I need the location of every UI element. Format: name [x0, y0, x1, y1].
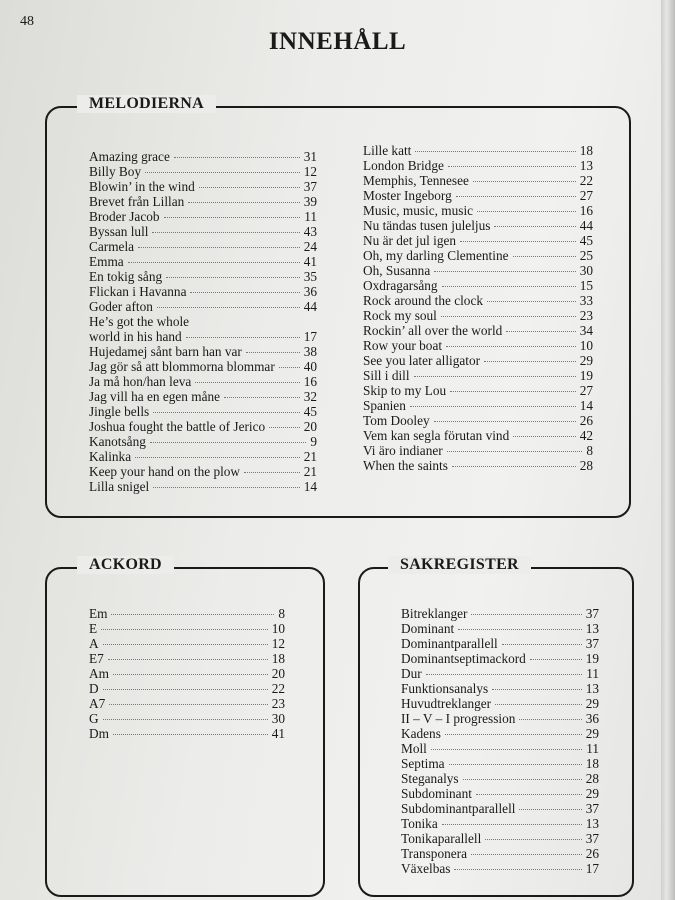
toc-entry-title: Vi äro indianer [363, 443, 443, 458]
toc-entry-title: Flickan i Havanna [89, 284, 187, 299]
dot-leader [442, 286, 576, 287]
dot-leader [111, 614, 274, 615]
toc-entry [89, 681, 285, 696]
sakregister-section [358, 556, 634, 897]
toc-entry [89, 209, 317, 224]
toc-entry [401, 696, 599, 711]
toc-entry-page: 13 [585, 621, 599, 636]
toc-entry [89, 636, 285, 651]
toc-entry-page: 22 [271, 681, 285, 696]
toc-entry-title: Carmela [89, 239, 135, 254]
toc-entry-title: Nu är det jul igen [363, 233, 457, 248]
toc-entry [363, 143, 593, 158]
dot-leader [145, 172, 300, 173]
toc-entry-page: 13 [579, 158, 593, 173]
toc-entry-page: 37 [585, 831, 599, 846]
toc-entry [89, 374, 317, 389]
toc-entry-title: Växelbas [401, 861, 451, 876]
toc-entry [363, 458, 593, 473]
toc-entry-title: Dominant [401, 621, 455, 636]
dot-leader [113, 674, 268, 675]
toc-entry-page: 16 [579, 203, 593, 218]
toc-entry-title: Lilla snigel [89, 479, 150, 494]
toc-entry [363, 383, 593, 398]
toc-entry [89, 299, 317, 314]
toc-entry-title: Nu tändas tusen juleljus [363, 218, 491, 233]
toc-entry-title: Jingle bells [89, 404, 150, 419]
toc-entry-title: Rock my soul [363, 308, 437, 323]
toc-entry [89, 479, 317, 494]
toc-entry-page: 13 [585, 816, 599, 831]
toc-entry-title: Em [89, 606, 108, 621]
toc-entry-title: world in his hand [89, 329, 182, 344]
toc-entry-page: 28 [579, 458, 593, 473]
toc-entry-title: Ja må hon/han leva [89, 374, 192, 389]
toc-entry-title: Subdominantparallell [401, 801, 516, 816]
toc-entry [363, 218, 593, 233]
dot-leader [135, 457, 300, 458]
toc-entry [401, 816, 599, 831]
toc-entry [89, 434, 317, 449]
toc-entry [89, 194, 317, 209]
dot-leader [513, 256, 576, 257]
toc-entry [363, 323, 593, 338]
toc-entry-title: Hujedamej sånt barn han var [89, 344, 242, 359]
toc-entry-page: 34 [579, 323, 593, 338]
toc-entry-title: Spanien [363, 398, 406, 413]
toc-entry-title: Amazing grace [89, 149, 170, 164]
toc-entry [363, 158, 593, 173]
dot-leader [434, 421, 576, 422]
toc-entry-title: Music, music, music [363, 203, 474, 218]
toc-entry-page: 29 [585, 786, 599, 801]
toc-entry [89, 329, 317, 344]
dot-leader [494, 226, 575, 227]
toc-entry-page: 30 [579, 263, 593, 278]
toc-entry-title: E7 [89, 651, 104, 666]
dot-leader [153, 412, 300, 413]
dot-leader [410, 406, 576, 407]
toc-entry [363, 293, 593, 308]
dot-leader [506, 331, 575, 332]
toc-entry-title: Rock around the clock [363, 293, 484, 308]
toc-entry-page: 43 [303, 224, 317, 239]
toc-entry-title: Billy Boy [89, 164, 142, 179]
toc-entry [89, 449, 317, 464]
dot-leader [473, 181, 576, 182]
toc-entry [363, 203, 593, 218]
toc-entry-page: 36 [303, 284, 317, 299]
dot-leader [128, 262, 300, 263]
toc-entry-page: 28 [585, 771, 599, 786]
toc-entry [401, 651, 599, 666]
toc-entry [363, 233, 593, 248]
ackord-column [89, 606, 285, 741]
toc-entry-page: 23 [271, 696, 285, 711]
toc-entry-page: 22 [579, 173, 593, 188]
dot-leader [186, 337, 300, 338]
dot-leader [157, 307, 300, 308]
dot-leader [279, 367, 300, 368]
toc-entry-title: Rockin’ all over the world [363, 323, 503, 338]
toc-entry-page: 16 [303, 374, 317, 389]
toc-entry [401, 801, 599, 816]
dot-leader [454, 869, 581, 870]
toc-entry [89, 284, 317, 299]
toc-entry-page: 17 [303, 329, 317, 344]
toc-entry-page: 39 [303, 194, 317, 209]
toc-entry-page: 37 [585, 636, 599, 651]
toc-entry-title: Vem kan segla förutan vind [363, 428, 510, 443]
toc-entry [401, 666, 599, 681]
toc-entry [89, 179, 317, 194]
toc-entry [89, 606, 285, 621]
toc-entry-page: 30 [271, 711, 285, 726]
toc-entry-page: 10 [579, 338, 593, 353]
toc-entry [363, 428, 593, 443]
toc-entry-page: 32 [303, 389, 317, 404]
toc-entry-page: 19 [585, 651, 599, 666]
page-title: INNEHÅLL [268, 28, 407, 55]
toc-entry-page: 11 [586, 741, 599, 756]
toc-entry-page: 12 [271, 636, 285, 651]
toc-entry [89, 389, 317, 404]
dot-leader [195, 382, 299, 383]
toc-entry-page: 26 [585, 846, 599, 861]
toc-entry-title: Jag gör så att blommorna blommar [89, 359, 275, 374]
toc-entry [401, 861, 599, 876]
toc-entry-title: Emma [89, 254, 124, 269]
dot-leader [138, 247, 300, 248]
toc-entry-title: London Bridge [363, 158, 444, 173]
toc-entry-title: Oh, Susanna [363, 263, 431, 278]
toc-entry-page: 29 [585, 726, 599, 741]
toc-entry [89, 696, 285, 711]
toc-entry-page: 42 [579, 428, 593, 443]
dot-leader [199, 187, 300, 188]
melodierna-section [45, 95, 631, 518]
toc-entry-title: See you later alligator [363, 353, 481, 368]
dot-leader [446, 346, 576, 347]
toc-entry [363, 248, 593, 263]
toc-entry-title: Broder Jacob [89, 209, 160, 224]
toc-entry [401, 606, 599, 621]
toc-entry-page: 27 [579, 383, 593, 398]
toc-entry [363, 173, 593, 188]
dot-leader [426, 674, 583, 675]
toc-entry-page: 45 [303, 404, 317, 419]
dot-leader [434, 271, 575, 272]
toc-entry-title: Byssan lull [89, 224, 149, 239]
dot-leader [447, 451, 583, 452]
dot-leader [103, 719, 268, 720]
toc-entry-title: Transponera [401, 846, 467, 861]
toc-entry-page: 37 [585, 606, 599, 621]
toc-entry-title: Blowin’ in the wind [89, 179, 195, 194]
toc-entry-title: Tom Dooley [363, 413, 430, 428]
toc-entry-page: 24 [303, 239, 317, 254]
toc-entry-page: 10 [271, 621, 285, 636]
toc-entry [89, 464, 317, 479]
toc-entry-page: 18 [585, 756, 599, 771]
toc-entry-page: 14 [303, 479, 317, 494]
sakregister-column [401, 606, 599, 876]
dot-leader [108, 659, 268, 660]
toc-entry-title: D [89, 681, 99, 696]
ackord-heading: ACKORD [77, 556, 174, 574]
dot-leader [519, 719, 581, 720]
dot-leader [456, 196, 576, 197]
dot-leader [190, 292, 299, 293]
dot-leader [519, 809, 581, 810]
dot-leader [502, 644, 582, 645]
dot-leader [109, 704, 267, 705]
dot-leader [530, 659, 582, 660]
toc-entry-title: Moster Ingeborg [363, 188, 452, 203]
sakregister-heading: SAKREGISTER [388, 556, 531, 574]
toc-entry-title: Sill i dill [363, 368, 410, 383]
toc-entry [363, 263, 593, 278]
dot-leader [448, 166, 576, 167]
dot-leader [414, 376, 576, 377]
toc-entry-title: En tokig sång [89, 269, 163, 284]
toc-entry [89, 621, 285, 636]
dot-leader [153, 487, 300, 488]
toc-entry-title: Subdominant [401, 786, 472, 801]
toc-entry [89, 359, 317, 374]
toc-entry [363, 338, 593, 353]
toc-entry-page: 37 [303, 179, 317, 194]
toc-entry-title: Septima [401, 756, 445, 771]
dot-leader [471, 854, 582, 855]
toc-entry [401, 771, 599, 786]
toc-entry [363, 368, 593, 383]
dot-leader [460, 241, 576, 242]
toc-entry-page: 41 [303, 254, 317, 269]
toc-entry [363, 413, 593, 428]
toc-entry [89, 404, 317, 419]
dot-leader [487, 301, 576, 302]
dot-leader [166, 277, 300, 278]
toc-entry-title: Tonika [401, 816, 438, 831]
toc-entry-page: 18 [271, 651, 285, 666]
toc-entry-page: 33 [579, 293, 593, 308]
toc-entry-title: E [89, 621, 98, 636]
toc-entry-page: 44 [303, 299, 317, 314]
toc-entry-page: 35 [303, 269, 317, 284]
toc-entry-page: 9 [310, 434, 317, 449]
dot-leader [113, 734, 268, 735]
toc-entry [401, 741, 599, 756]
toc-entry-page: 13 [585, 681, 599, 696]
toc-entry-title: Skip to my Lou [363, 383, 447, 398]
toc-entry-title: Dominantparallell [401, 636, 498, 651]
toc-entry-title: II – V – I progression [401, 711, 516, 726]
toc-entry-title: Kadens [401, 726, 441, 741]
toc-entry-title: Memphis, Tennesee [363, 173, 469, 188]
toc-entry-title: Keep your hand on the plow [89, 464, 241, 479]
dot-leader [269, 427, 300, 428]
toc-entry-page: 19 [579, 368, 593, 383]
toc-entry-title: Dm [89, 726, 109, 741]
dot-leader [431, 749, 582, 750]
melodierna-heading: MELODIERNA [77, 95, 216, 113]
toc-entry-page: 37 [585, 801, 599, 816]
dot-leader [246, 352, 300, 353]
toc-entry-page: 25 [579, 248, 593, 263]
toc-entry [401, 756, 599, 771]
dot-leader [415, 151, 575, 152]
toc-entry-page: 31 [303, 149, 317, 164]
toc-entry-title: Bitreklanger [401, 606, 468, 621]
toc-entry-title: Tonikaparallell [401, 831, 482, 846]
toc-entry-page: 38 [303, 344, 317, 359]
toc-entry-page: 26 [579, 413, 593, 428]
dot-leader [174, 157, 300, 158]
toc-entry [89, 419, 317, 434]
toc-entry-title: G [89, 711, 99, 726]
toc-entry-title: Lille katt [363, 143, 412, 158]
dot-leader [492, 689, 582, 690]
dot-leader [164, 217, 301, 218]
toc-entry-title: Kalinka [89, 449, 132, 464]
toc-entry [89, 224, 317, 239]
toc-entry-page: 18 [579, 143, 593, 158]
toc-entry-page: 12 [303, 164, 317, 179]
dot-leader [441, 316, 576, 317]
toc-entry [363, 188, 593, 203]
toc-entry-page: 29 [585, 696, 599, 711]
toc-entry [401, 786, 599, 801]
toc-entry [89, 711, 285, 726]
toc-entry-title: Steganalys [401, 771, 459, 786]
toc-entry [401, 831, 599, 846]
toc-entry [401, 636, 599, 651]
toc-entry [363, 398, 593, 413]
toc-entry-page: 40 [303, 359, 317, 374]
toc-entry-page: 15 [579, 278, 593, 293]
toc-entry-title: He’s got the whole [89, 314, 190, 329]
toc-entry-title: Oh, my darling Clementine [363, 248, 509, 263]
dot-leader [452, 466, 576, 467]
dot-leader [188, 202, 299, 203]
toc-entry [89, 149, 317, 164]
toc-entry-page: 11 [586, 666, 599, 681]
toc-entry-page: 21 [303, 464, 317, 479]
toc-entry-title: Goder afton [89, 299, 153, 314]
toc-entry-title: Jag vill ha en egen måne [89, 389, 221, 404]
toc-entry [401, 846, 599, 861]
dot-leader [442, 824, 582, 825]
toc-entry [89, 254, 317, 269]
toc-entry [401, 681, 599, 696]
toc-entry-page: 17 [585, 861, 599, 876]
dot-leader [224, 397, 300, 398]
toc-entry-page: 27 [579, 188, 593, 203]
dot-leader [471, 614, 581, 615]
toc-entry [89, 239, 317, 254]
toc-entry [89, 726, 285, 741]
toc-entry-title: Kanotsång [89, 434, 146, 449]
toc-entry [401, 726, 599, 741]
toc-entry [363, 278, 593, 293]
toc-entry-page: 20 [271, 666, 285, 681]
toc-entry-page: 14 [579, 398, 593, 413]
toc-entry-title: A [89, 636, 99, 651]
dot-leader [101, 629, 268, 630]
page-number: 48 [20, 14, 34, 29]
toc-entry-title: When the saints [363, 458, 448, 473]
toc-entry-title: Row your boat [363, 338, 443, 353]
toc-entry-page: 8 [586, 443, 593, 458]
toc-entry-title: Moll [401, 741, 427, 756]
dot-leader [103, 644, 268, 645]
toc-entry-page: 11 [304, 209, 317, 224]
toc-entry [89, 651, 285, 666]
dot-leader [476, 794, 582, 795]
dot-leader [477, 211, 576, 212]
dot-leader [445, 734, 582, 735]
toc-entry-page: 41 [271, 726, 285, 741]
toc-entry-title: Huvudtreklanger [401, 696, 492, 711]
dot-leader [485, 839, 581, 840]
toc-entry [89, 164, 317, 179]
toc-entry-title: Joshua fought the battle of Jerico [89, 419, 266, 434]
toc-entry-title: Brevet från Lillan [89, 194, 185, 209]
toc-entry-page: 36 [585, 711, 599, 726]
toc-entry-title: Oxdragarsång [363, 278, 438, 293]
ackord-section [45, 556, 325, 897]
toc-entry-title: Funktionsanalys [401, 681, 489, 696]
dot-leader [484, 361, 576, 362]
toc-entry [89, 666, 285, 681]
toc-entry-title: Dur [401, 666, 422, 681]
dot-leader [150, 442, 306, 443]
dot-leader [495, 704, 582, 705]
toc-entry [363, 443, 593, 458]
dot-leader [244, 472, 300, 473]
toc-entry-page: 8 [278, 606, 285, 621]
toc-entry-page: 23 [579, 308, 593, 323]
toc-entry-title: A7 [89, 696, 106, 711]
toc-entry [89, 269, 317, 284]
dot-leader [450, 391, 576, 392]
toc-entry-page: 20 [303, 419, 317, 434]
dot-leader [513, 436, 575, 437]
toc-entry [401, 711, 599, 726]
toc-entry [363, 353, 593, 368]
melodierna-right-column [363, 143, 593, 473]
toc-entry-page: 45 [579, 233, 593, 248]
melodierna-left-column [89, 149, 317, 494]
toc-entry-page: 29 [579, 353, 593, 368]
toc-entry-page: 44 [579, 218, 593, 233]
toc-entry [89, 344, 317, 359]
toc-entry-title: Am [89, 666, 109, 681]
dot-leader [103, 689, 268, 690]
toc-entry-page: 21 [303, 449, 317, 464]
dot-leader [449, 764, 582, 765]
page-edge [661, 0, 675, 900]
dot-leader [152, 232, 299, 233]
dot-leader [458, 629, 582, 630]
toc-entry-title: Dominantseptimackord [401, 651, 526, 666]
toc-entry [363, 308, 593, 323]
toc-entry [89, 314, 317, 329]
dot-leader [463, 779, 582, 780]
toc-entry [401, 621, 599, 636]
